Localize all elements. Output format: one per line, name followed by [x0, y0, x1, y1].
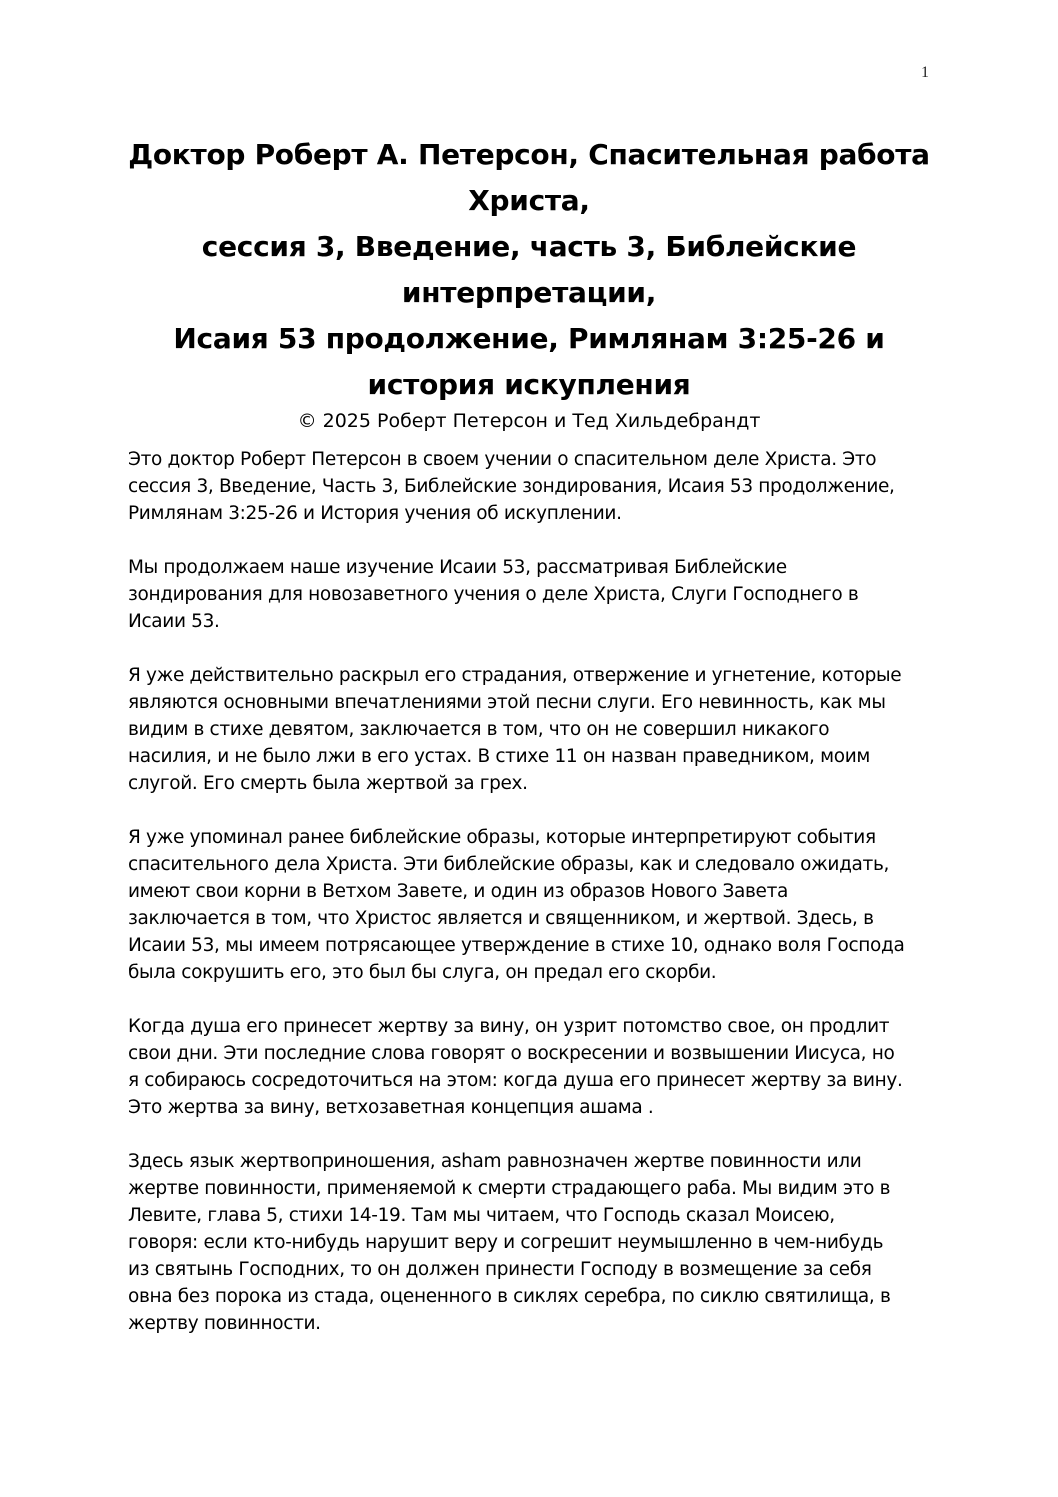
text-line: Это доктор Роберт Петерсон в своем учении о спасительном деле Христа. Это — [128, 449, 877, 470]
text-line: Исаии 53, мы имеем потрясающее утверждение в стихе 10, однако воля Господа — [128, 935, 905, 956]
text-line: Когда душа его принесет жертву за вину, он узрит потомство свое, он продлит — [128, 1016, 890, 1037]
paragraph-intro — [128, 446, 948, 527]
copyright-notice: © 2025 Роберт Петерсон и Тед Хильдебрандт — [297, 410, 761, 432]
title-line: интерпретации, — [401, 276, 657, 309]
paragraph-biblical-images — [128, 824, 948, 986]
text-line: жертву повинности. — [128, 1313, 321, 1334]
text-line: была сокрушить его, это был бы слуга, он предал его скорби. — [128, 962, 717, 983]
text-line: свои дни. Эти последние слова говорят о воскресении и возвышении Иисуса, но — [128, 1043, 895, 1064]
document-title — [100, 132, 958, 434]
text-line: сессия 3, Введение, Часть 3, Библейские зондирования, Исаия 53 продолжение, — [128, 476, 895, 497]
page-number: 1 — [921, 64, 929, 81]
text-line: имеют свои корни в Ветхом Завете, и один из образов Нового Завета — [128, 881, 788, 902]
text-line: Здесь язык жертвоприношения, asham равнозначен жертве повинности или — [128, 1151, 862, 1172]
text-line: насилия, и не было лжи в его устах. В стихе 11 он назван праведником, моим — [128, 746, 870, 767]
text-line: Исаии 53. — [128, 611, 220, 632]
text-line: заключается в том, что Христос является и священником, и жертвой. Здесь, в — [128, 908, 874, 929]
text-line: слугой. Его смерть была жертвой за грех. — [128, 773, 528, 794]
text-line: спасительного дела Христа. Эти библейские образы, как и следовало ожидать, — [128, 854, 890, 875]
title-line: Христа, — [468, 184, 590, 217]
text-line: Римлянам 3:25-26 и История учения об искуплении. — [128, 503, 622, 524]
text-line: я собираюсь сосредоточиться на этом: когда душа его принесет жертву за вину. — [128, 1070, 903, 1091]
paragraph-guilt-offering — [128, 1013, 948, 1121]
title-line: Исаия 53 продолжение, Римлянам 3:25-26 и — [173, 322, 885, 355]
title-line: сессия 3, Введение, часть 3, Библейские — [201, 230, 857, 263]
title-line: Доктор Роберт А. Петерсон, Спасительная работа — [128, 138, 930, 171]
text-line: являются основными впечатлениями этой песни слуги. Его невинность, как мы — [128, 692, 886, 713]
body-text — [128, 446, 948, 1364]
text-line: из святынь Господних, то он должен принести Господу в возмещение за себя — [128, 1259, 872, 1280]
text-line: Левите, глава 5, стихи 14-19. Там мы читаем, что Господь сказал Моисею, — [128, 1205, 835, 1226]
paragraph-suffering — [128, 662, 948, 797]
text-line: говоря: если кто-нибудь нарушит веру и согрешит неумышленно в чем-нибудь — [128, 1232, 884, 1253]
title-line: история искупления — [367, 368, 691, 401]
text-line: Я уже действительно раскрыл его страдания, отвержение и угнетение, которые — [128, 665, 902, 686]
paragraph-asham — [128, 1148, 948, 1337]
text-line: Это жертва за вину, ветхозаветная концепция ашама . — [128, 1097, 654, 1118]
paragraph-continuation — [128, 554, 948, 635]
text-line: видим в стихе девятом, заключается в том, что он не совершил никакого — [128, 719, 830, 740]
text-line: зондирования для новозаветного учения о деле Христа, Слуги Господнего в — [128, 584, 859, 605]
text-line: жертве повинности, применяемой к смерти страдающего раба. Мы видим это в — [128, 1178, 891, 1199]
text-line: Я уже упоминал ранее библейские образы, которые интерпретируют события — [128, 827, 876, 848]
text-line: овна без порока из стада, оцененного в сиклях серебра, по сиклю святилища, в — [128, 1286, 891, 1307]
text-line: Мы продолжаем наше изучение Исаии 53, рассматривая Библейские — [128, 557, 787, 578]
